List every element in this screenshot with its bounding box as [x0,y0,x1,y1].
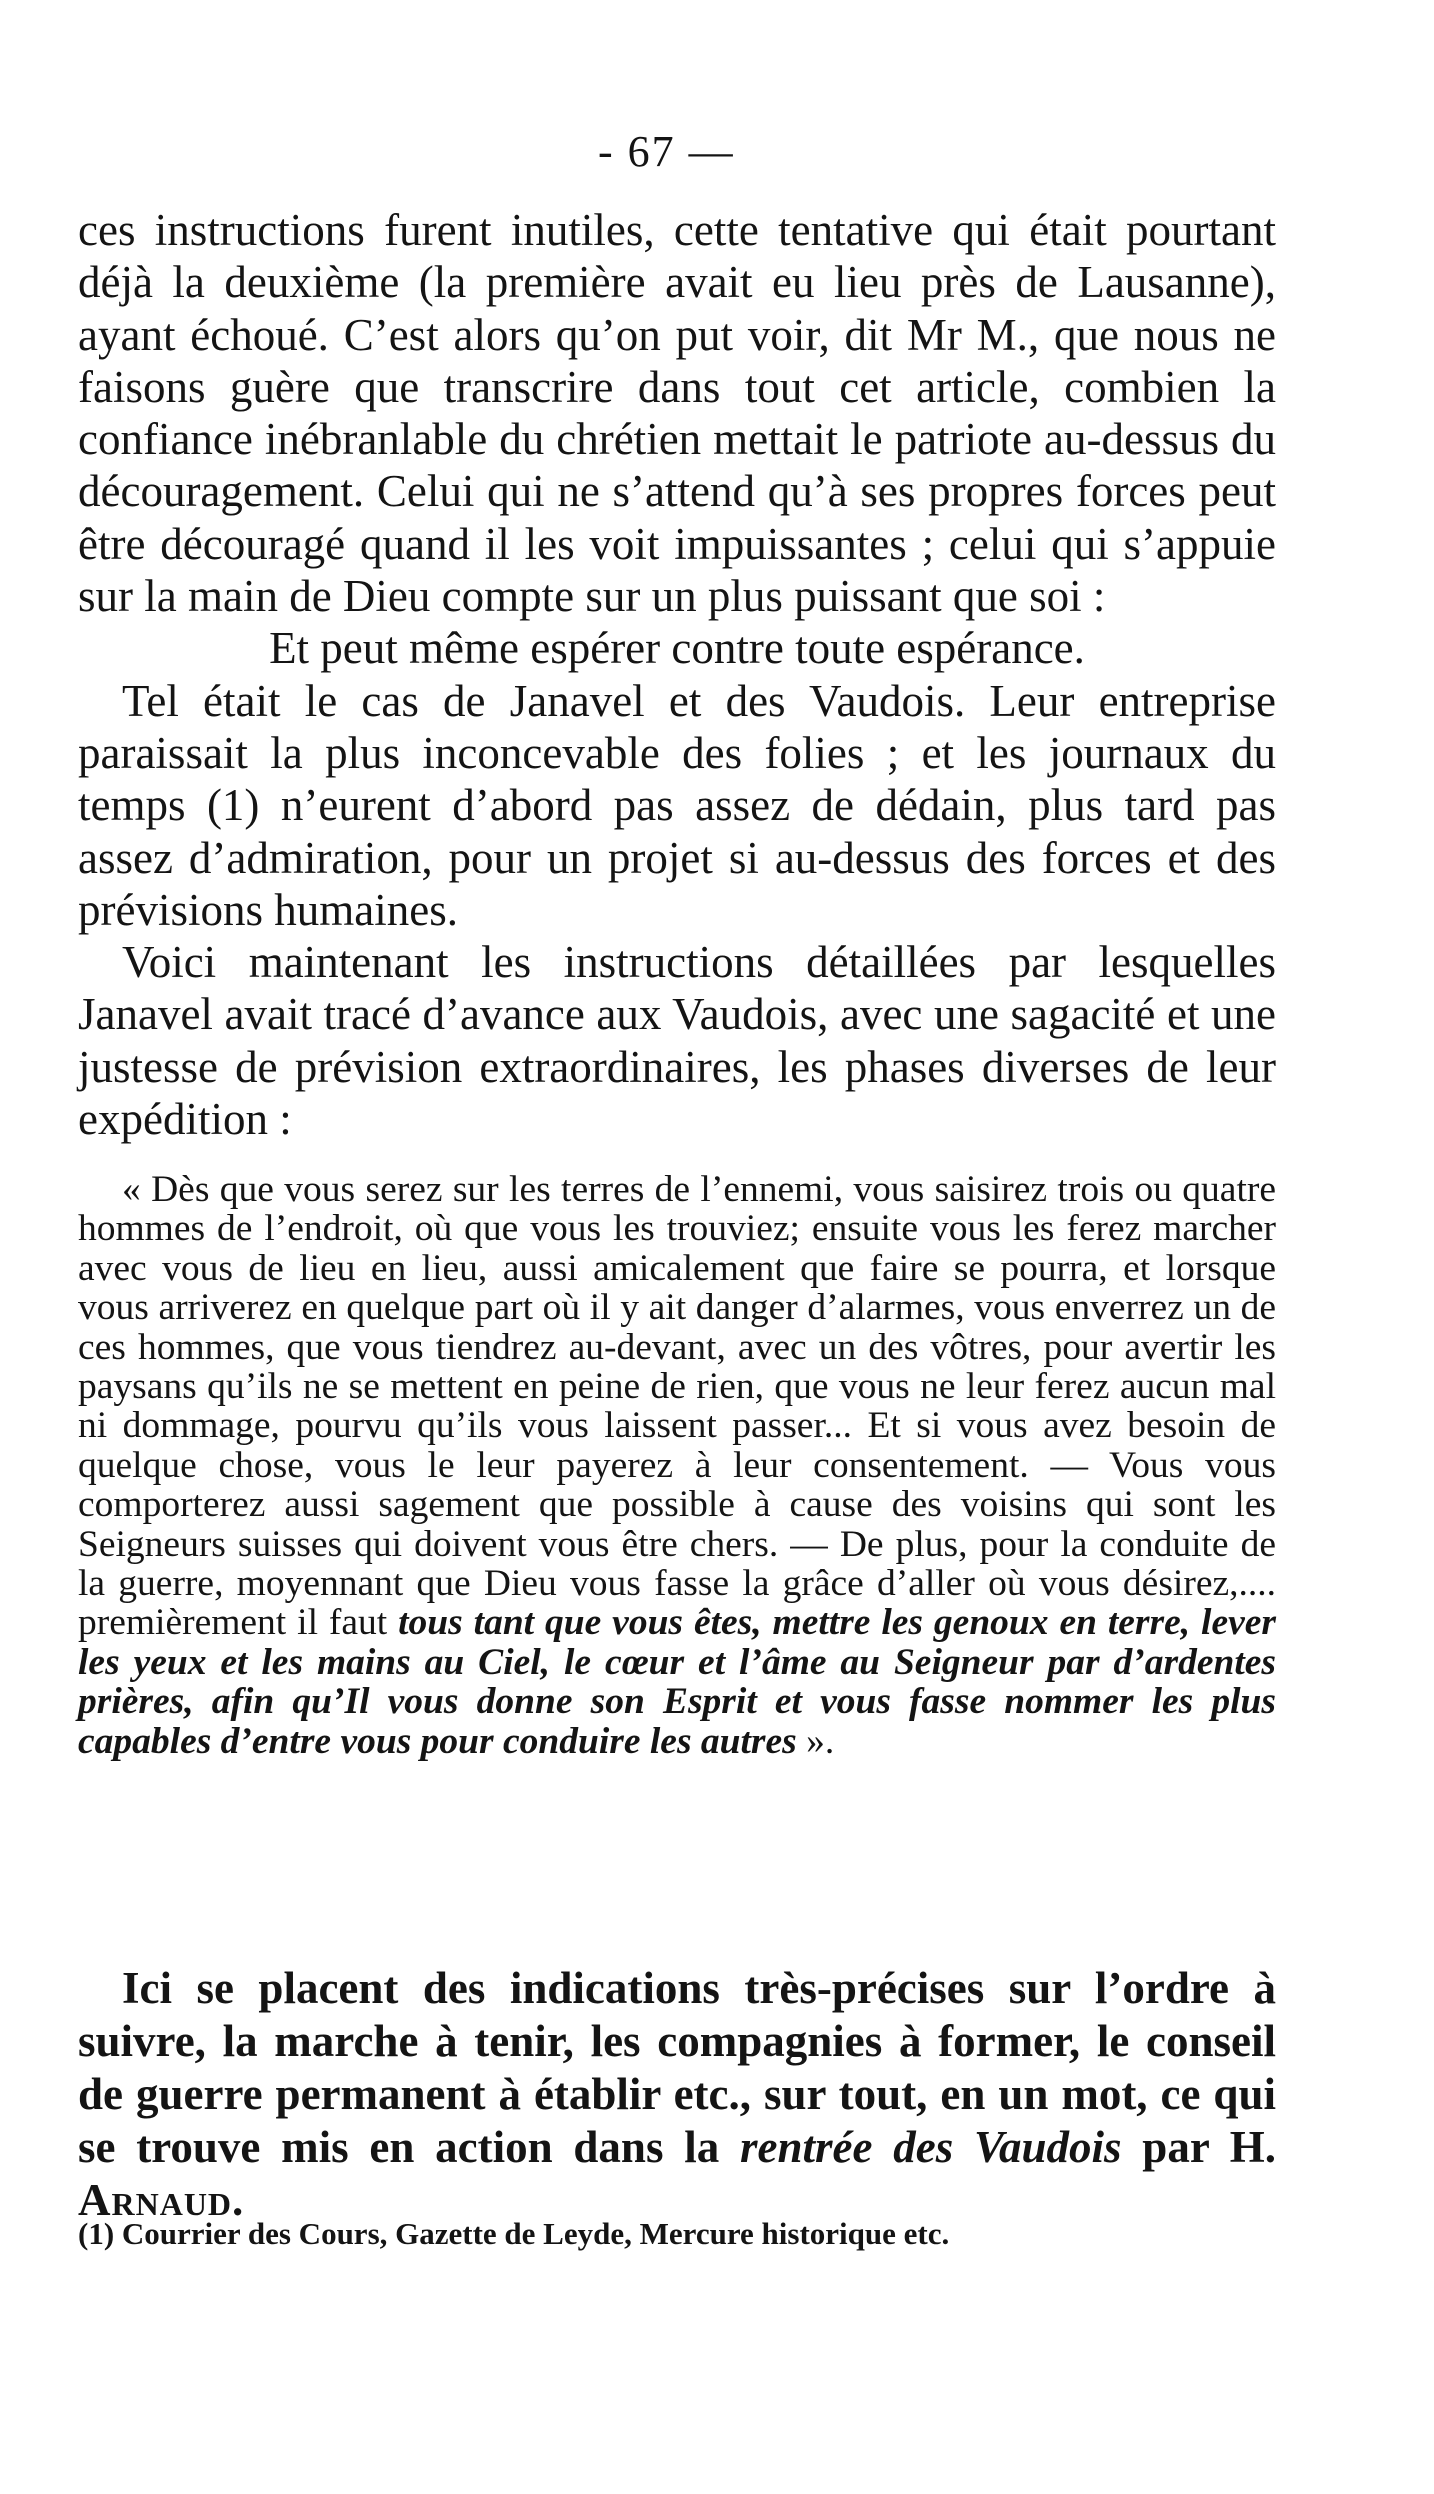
closing-title: rentrée des Vaudois [740,2122,1122,2172]
closing-middle: par H. [1121,2122,1277,2172]
quote-italic: tous tant que vous êtes, mettre les genoux en terre, lever les yeux et les mains au Ciel, le cœur et l’âme au Seigneur par d’ardentes prières, afin qu’Il vous donne son Esprit et vous fasse nommer les plus capables d’entre vous pour conduire les autres [78,1602,1276,1762]
page-number: - 67 — [598,127,735,176]
paragraph-1: ces instructions furent inutiles, cette tentative qui était pourtant déjà la deuxième (la première avait eu lieu près de Lausanne), ayant échoué. C’est alors qu’on put voir, dit Mr M., que nous ne faisons guère que transcrire dans tout cet article, combien la confiance inébranlable du chrétien mettait le patriote au-dessus du découragement. Celui qui ne s’attend qu’à ses propres forces peut être découragé quand il les voit impuissantes ; celui qui s’appuie sur la main de Dieu compte sur un plus puissant que soi : [78,205,1276,622]
quote-text: « Dès que vous serez sur les terres de l’ennemi, vous saisirez trois ou quatre hommes de l’endroit, où que vous les trouviez; ensuite vous les ferez marcher avec vous de lieu en lieu, aussi amicalement que faire se pourra, et lorsque vous arriverez en quelque part où il y ait danger d’alarmes, vous enverrez un de ces hommes, que vous tiendrez au-devant, avec un des vôtres, pour avertir les paysans qu’ils ne se mettent en peine de rien, que vous ne leur ferez aucun mal ni dommage, pourvu qu’ils vous laissent passer... Et si vous avez besoin de quelque chose, vous le leur payerez à leur consentement. — Vous vous comporterez aussi sagement que possible à cause des voisins qui sont les Seigneurs suisses qui doivent vous être chers. — De plus, pour la conduite de la guerre, moyennant que Dieu vous fasse la grâce d’aller où vous désirez,.... premièrement il faut [78,1169,1276,1644]
quote-paragraph [78,1170,1276,1761]
footnote: (1) Courrier des Cours, Gazette de Leyde, Mercure historique etc. [78,2216,950,2251]
main-text [78,204,1276,1145]
closing-text [78,1962,1276,2227]
closing-before: Ici se placent des indications très-précises sur l’ordre à suivre, la marche à tenir, les compagnies à former, le conseil de guerre permanent à établir etc., sur tout, en un mot, ce qui se trouve mis en action dans la [78,1963,1276,2172]
closing-paragraph [78,1962,1276,2227]
instructions-quote [78,1170,1276,1761]
paragraph-3: Voici maintenant les instructions détaillées par lesquelles Janavel avait tracé d’avance aux Vaudois, avec une sagacité et une justesse de prévision extraordinaires, les phases diverses de leur expédition : [78,937,1276,1145]
paragraph-2: Tel était le cas de Janavel et des Vaudois. Leur entreprise paraissait la plus inconcevable des folies ; et les journaux du temps (1) n’eurent d’abord pas assez de dédain, plus tard pas assez d’admiration, pour un projet si au-dessus des forces et des prévisions humaines. [78,675,1276,935]
closing-author: Arnaud [78,2175,233,2225]
closing-end: . [232,2175,244,2225]
quoted-verse: Et peut même espérer contre toute espérance. [269,623,1085,674]
quote-end: ». [796,1720,835,1762]
